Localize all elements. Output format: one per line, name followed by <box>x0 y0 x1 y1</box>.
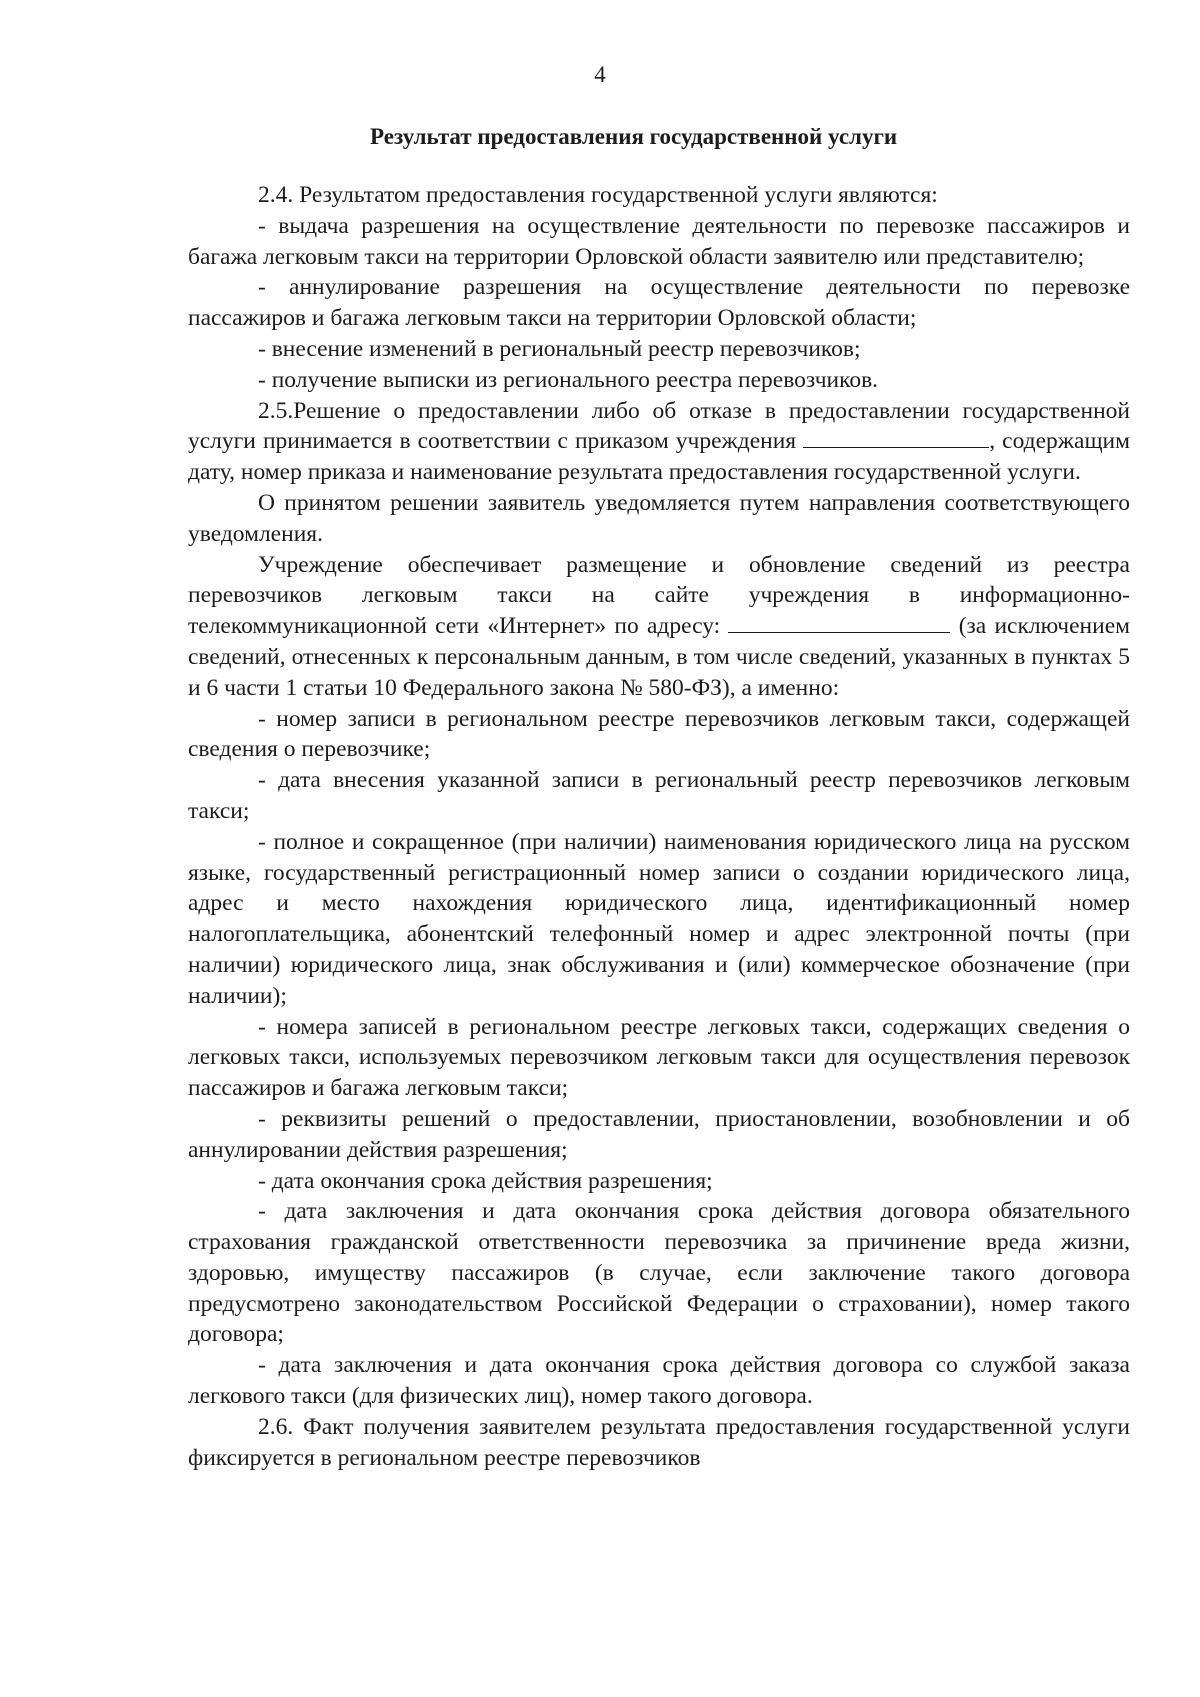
paragraph-notification: О принятом решении заявитель уведомляется путем направления соответствующего уведомления. <box>188 489 1130 547</box>
paragraph-2-5-end: , содержащим дату, номер приказа и наименование результата предоставления государственной услуги. <box>188 428 1130 486</box>
paragraph-2-4: 2.4. Результатом предоставления государственной услуги являются: <box>258 182 938 208</box>
list-item-registry-changes: - внесение изменений в региональный реестр перевозчиков; <box>258 335 861 362</box>
website-address-blank-line <box>728 612 950 633</box>
list-item-taxi-records: - номера записей в региональном реестре легковых такси, содержащих сведения о легковых такси, используемых перевозчиком легковым такси для осуществления перевозок пассажиров и багажа легковым такси; <box>188 1013 1130 1102</box>
list-item-insurance-contract: - дата заключения и дата окончания срока действия договора обязательного страхования гражданской ответственности перевозчика за причинение вреда жизни, здоровью, имуществу пассажиров (в случае, если заключение такого договора предусмотрено законодательством Российской Федерации о страховании), номер такого договора; <box>188 1198 1130 1348</box>
list-item-permit-issue: - выдача разрешения на осуществление деятельности по перевозке пассажиров и багажа легковым такси на территории Орловской области заявителю или представителю; <box>188 212 1130 270</box>
list-item-legal-entity: - полное и сокращенное (при наличии) наименования юридического лица на русском языке, государственный регистрационный номер записи о создании юридического лица, адрес и место нахождения юридического лица, идентификационный номер налогоплательщика, абонентский телефонный номер и адрес электронной почты (при наличии) юридического лица, знак обслуживания и (или) коммерческое обозначение (при наличии); <box>188 828 1130 1009</box>
paragraph-publication <box>188 550 1130 704</box>
section-title: Результат предоставления государственной услуги <box>370 124 898 149</box>
document-body <box>188 180 1130 1473</box>
list-item-registry-extract: - получение выписки из регионального реестра перевозчиков. <box>258 366 879 393</box>
list-item-dispatch-contract: - дата заключения и дата окончания срока действия договора со службой заказа легкового такси (для физических лиц), номер такого договора. <box>188 1352 1130 1410</box>
list-item-decision-details: - реквизиты решений о предоставлении, приостановлении, возобновлении и об аннулировании действия разрешения; <box>188 1105 1130 1163</box>
list-item-permit-expiry: - дата окончания срока действия разрешения; <box>258 1167 713 1194</box>
paragraph-2-5 <box>188 396 1130 488</box>
list-item-record-date: - дата внесения указанной записи в региональный реестр перевозчиков легковым такси; <box>188 767 1130 824</box>
order-blank-line <box>803 427 989 448</box>
list-item-record-number: - номер записи в региональном реестре перевозчиков легковым такси, содержащей сведения о перевозчике; <box>188 705 1130 763</box>
paragraph-publication-end: (за исключением сведений, отнесенных к персональным данным, в том числе сведений, указанных в пунктах 5 и 6 части 1 статьи 10 Федерального закона № 580-ФЗ), а именно: <box>188 613 1130 701</box>
paragraph-2-6: 2.6. Факт получения заявителем результата предоставления государственной услуги фиксируется в региональном реестре перевозчиков <box>188 1413 1130 1471</box>
paragraph-publication-start: Учреждение обеспечивает размещение и обновление сведений из реестра перевозчиков легковым такси на сайте учреждения в информационно-телекоммуникационной сети «Интернет» по адресу: <box>188 551 1130 640</box>
page-number: 4 <box>594 62 606 87</box>
list-item-permit-annulment: - аннулирование разрешения на осуществление деятельности по перевозке пассажиров и багажа легковым такси на территории Орловской области; <box>188 274 1130 332</box>
paragraph-2-5-start: 2.5.Решение о предоставлении либо об отказе в предоставлении государственной услуги принимается в соответствии с приказом учреждения <box>188 397 1130 455</box>
